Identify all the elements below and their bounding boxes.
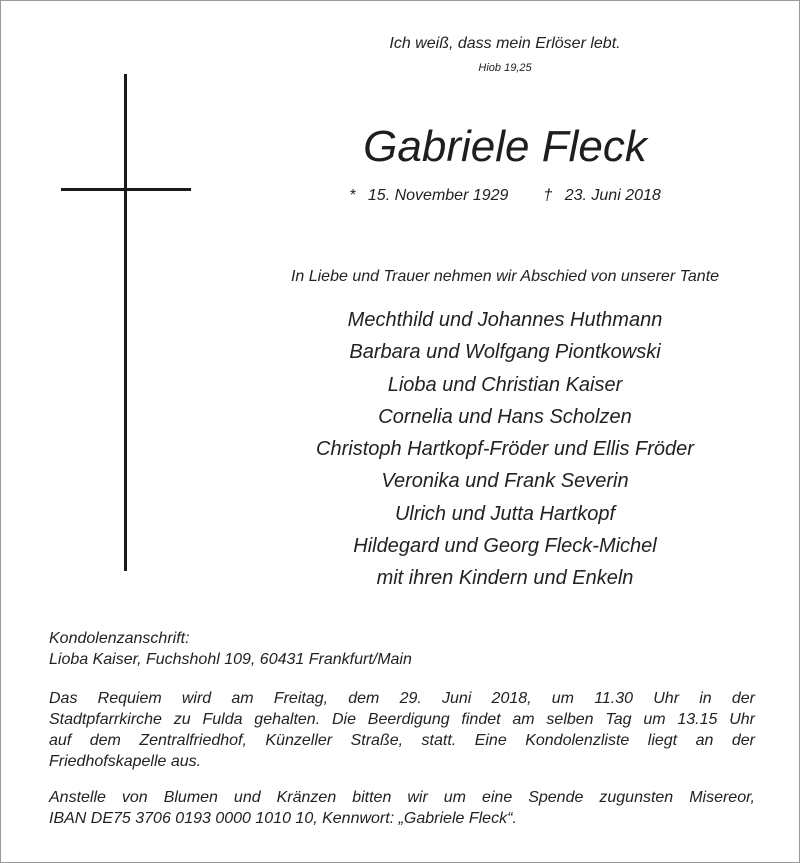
requiem-line: Friedhofskapelle aus.: [49, 753, 202, 770]
died-symbol: †: [543, 187, 553, 204]
condolence-label: Kondolenzanschrift:: [49, 630, 190, 647]
condolence-address-block: [49, 628, 755, 670]
born-date: 15. November 1929: [367, 187, 509, 204]
requiem-line: Das Requiem wird am Freitag, dem 29. Juni 2018, um 11.30 Uhr in der: [49, 690, 755, 707]
requiem-line: Stadtpfarrkirche zu Fulda gehalten. Die Beerdigung findet am selben Tag um 13.15 Uhr: [49, 711, 755, 728]
mourner-entry: Ulrich und Jutta Hartkopf: [394, 502, 616, 525]
deceased-name: Gabriele Fleck: [363, 122, 647, 171]
bible-verse: Ich weiß, dass mein Erlöser lebt.: [389, 35, 621, 52]
donation-line: Anstelle von Blumen und Kränzen bitten wir um eine Spende zugunsten Misereor,: [49, 789, 755, 806]
died-date: 23. Juni 2018: [564, 187, 661, 204]
mourner-entry: Mechthild und Johannes Huthmann: [347, 309, 663, 331]
mourners-list: [250, 306, 760, 597]
mourner-entry: mit ihren Kindern und Enkeln: [376, 567, 634, 590]
farewell-intro: In Liebe und Trauer nehmen wir Abschied von unserer Tante: [290, 268, 720, 285]
mourner-entry: Veronika und Frank Severin: [381, 470, 629, 493]
donation-line: IBAN DE75 3706 0193 0000 1010 10, Kennwort: „Gabriele Fleck“.: [49, 810, 517, 827]
born-symbol: *: [349, 187, 356, 204]
mourner-entry: Barbara und Wolfgang Piontkowski: [349, 341, 661, 364]
cross-vertical-bar: [124, 74, 127, 571]
condolence-address: Lioba Kaiser, Fuchshohl 109, 60431 Frankfurt/Main: [49, 651, 412, 668]
requiem-line: auf dem Zentralfriedhof, Künzeller Straße, statt. Eine Kondolenzliste liegt an der: [49, 732, 755, 749]
donation-paragraph: [49, 787, 755, 829]
bible-verse-reference: Hiob 19,25: [478, 62, 532, 74]
mourner-entry: Lioba und Christian Kaiser: [387, 373, 623, 396]
mourner-entry: Cornelia und Hans Scholzen: [378, 405, 632, 428]
requiem-paragraph: [49, 688, 755, 772]
life-dates: [250, 187, 760, 205]
mourner-entry: Hildegard und Georg Fleck-Michel: [353, 535, 657, 558]
cross-horizontal-bar: [61, 188, 191, 191]
mourner-entry: Christoph Hartkopf-Fröder und Ellis Fröder: [316, 438, 694, 461]
